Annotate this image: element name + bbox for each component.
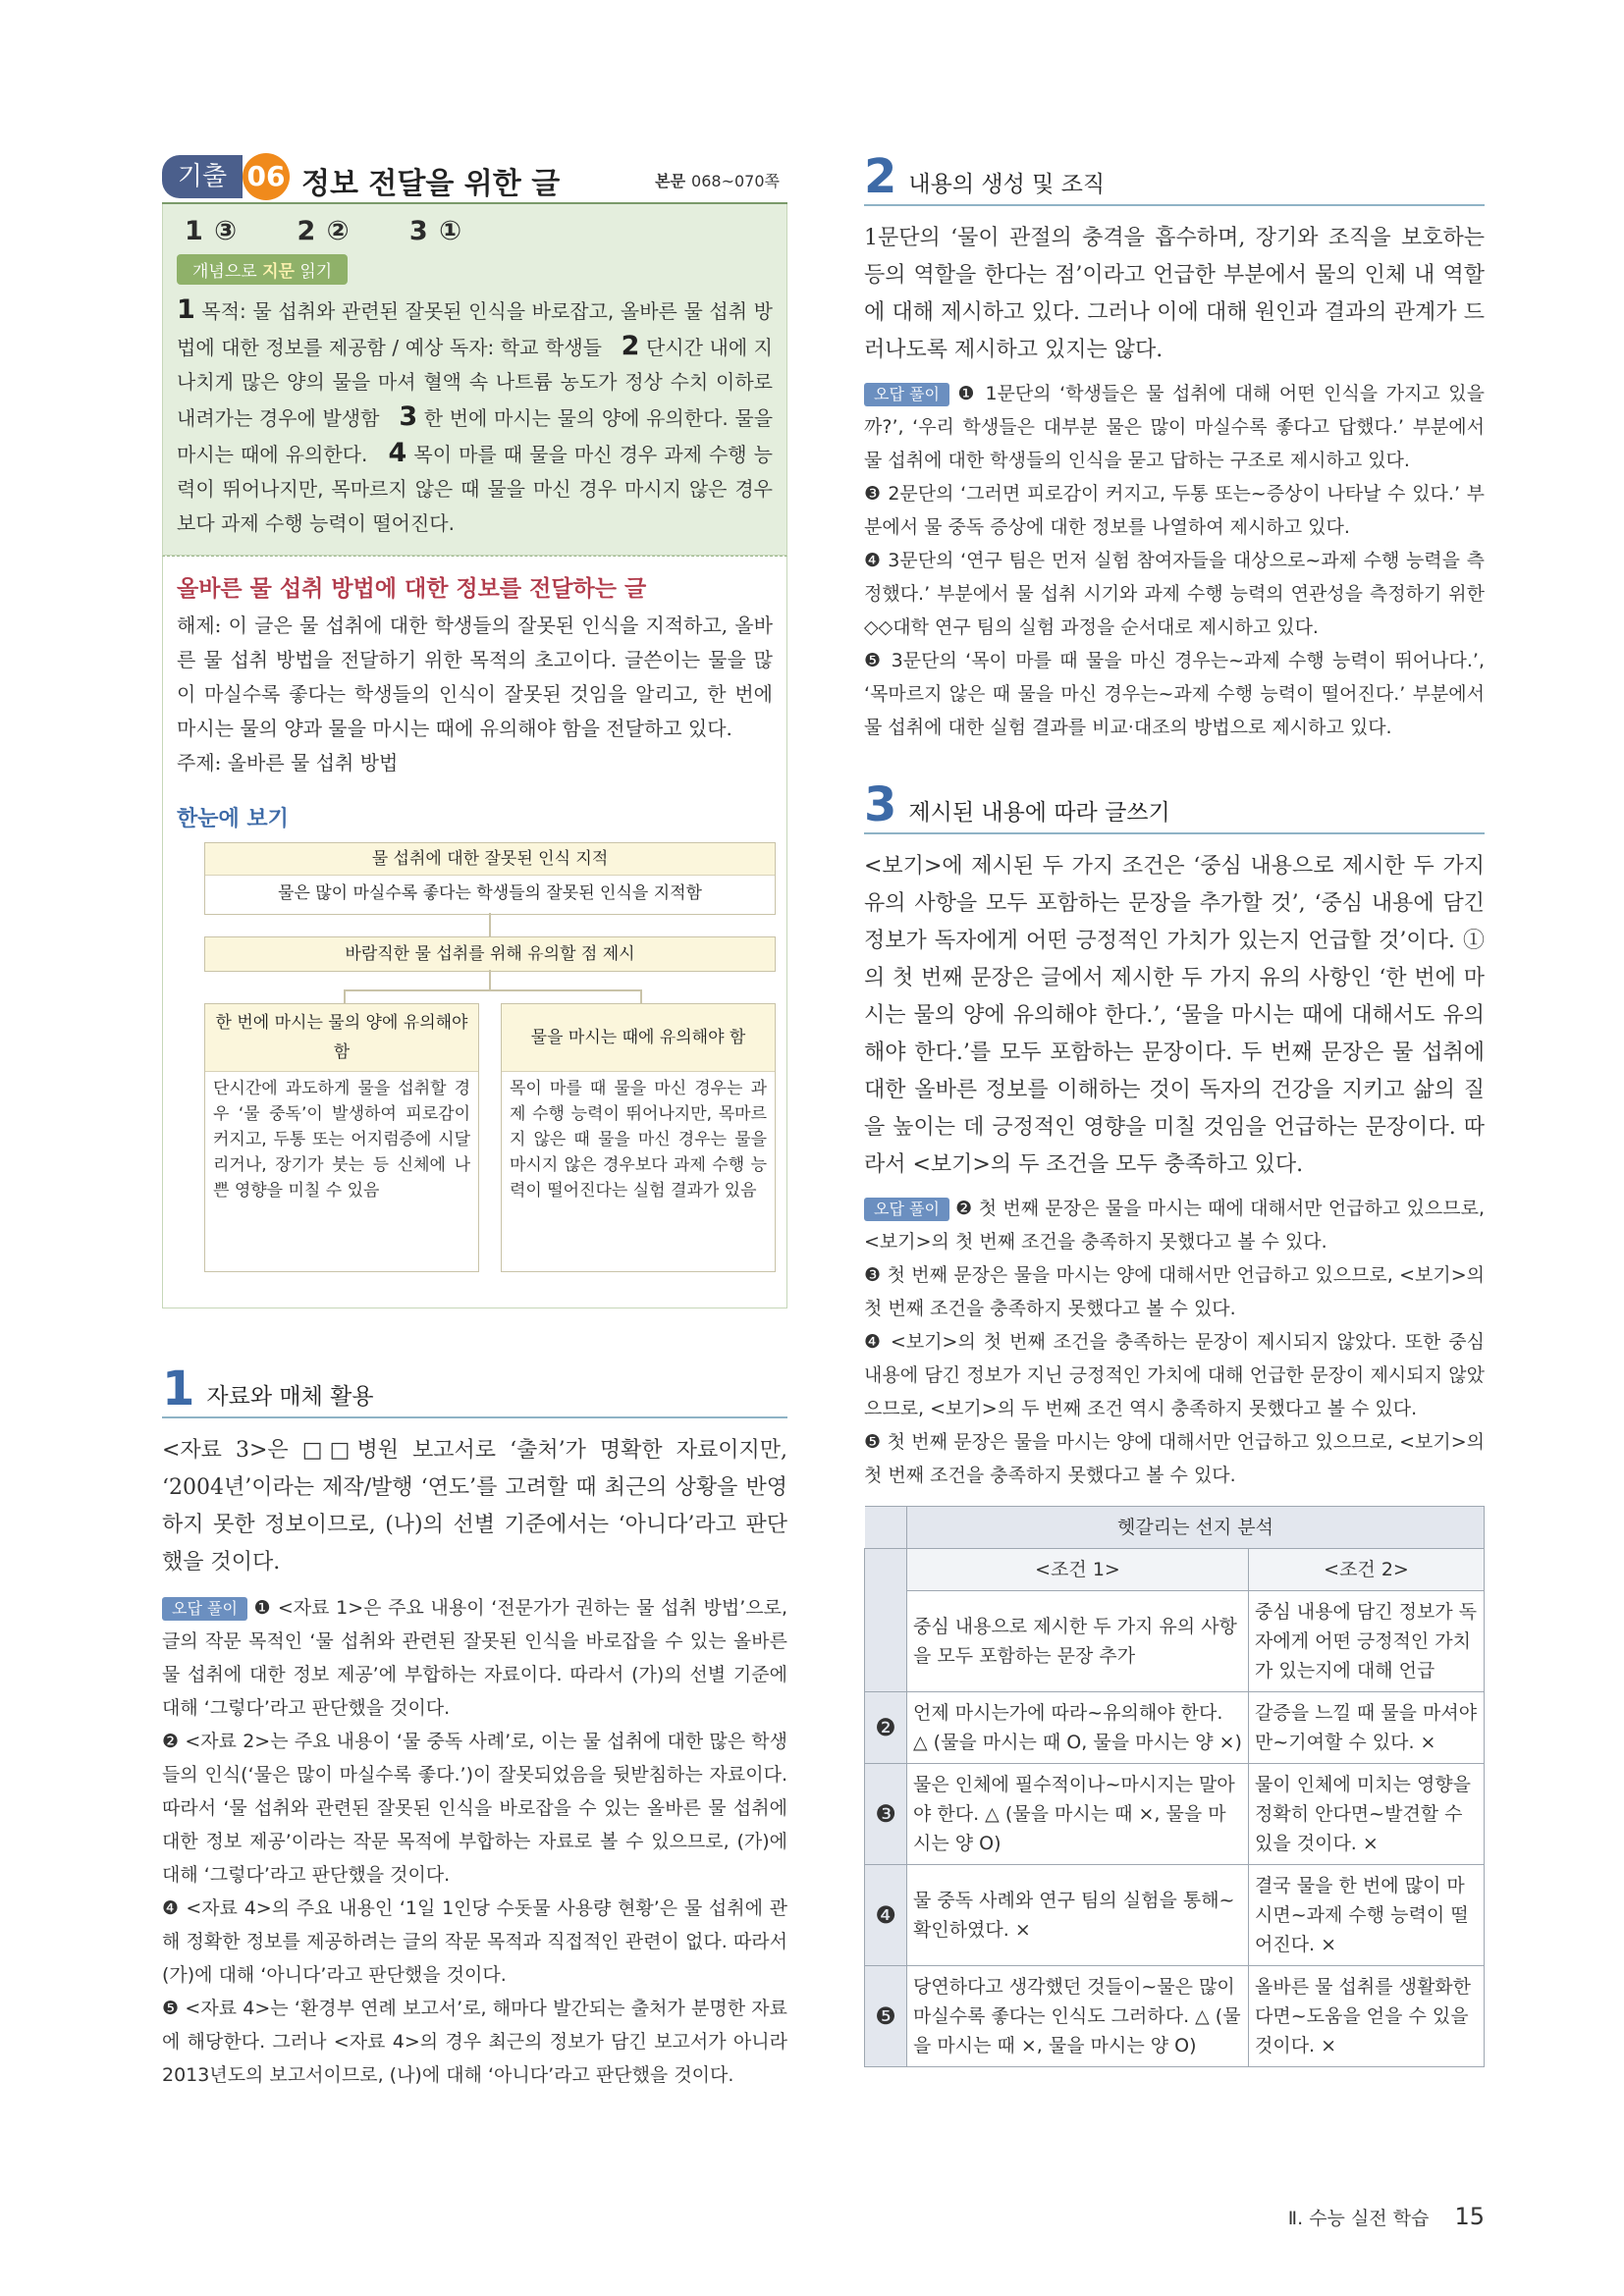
page-footer <box>1288 2203 1485 2230</box>
table-desc-2: 중심 내용에 담긴 정보가 독자에게 어떤 긍정적인 가치가 있는지에 대해 언급 <box>1249 1591 1485 1692</box>
section-2-header <box>864 149 1485 206</box>
wrong-answer-badge: 오답 풀이 <box>162 1597 247 1621</box>
summary-title: 올바른 물 섭취 방법에 대한 정보를 전달하는 글 <box>177 576 647 602</box>
table-col-1: <조건 1> <box>907 1549 1249 1591</box>
section-3-title: 제시된 내용에 따라 글쓰기 <box>908 800 1170 826</box>
section-3-number: 3 <box>864 777 897 832</box>
option-analysis-table <box>864 1506 1485 2067</box>
answer-3: 3 ① <box>408 216 462 246</box>
answer-key <box>185 216 773 246</box>
table-title: 헷갈리는 선지 분석 <box>907 1507 1485 1549</box>
left-column <box>162 155 787 2092</box>
page-number: 15 <box>1454 2203 1485 2230</box>
table-row: ❺ 당연하다고 생각했던 것들이~물은 많이 마실수록 좋다는 인식도 그러하다. △ (물을 마시는 때 ×, 물을 마시는 양 O) 올바른 물 섭취를 생활화한다면~도움을 얻을 수 있을 것이다. × <box>865 1966 1485 2067</box>
summary-body: 해제: 이 글은 물 섭취에 대한 학생들의 잘못된 인식을 지적하고, 올바른 물 섭취 방법을 전달하기 위한 목적의 초고이다. 글쓴이는 물을 많이 마실수록 좋다는 학생들의 인식이 잘못된 것임을 알리고, 한 번에 마시는 물의 양과 물을 마시는 때에 유의해야 함을 전달하고 있다. <box>177 614 773 740</box>
section-2-notes: 오답 풀이 ❶ 1문단의 ‘학생들은 물 섭취에 대해 어떤 인식을 가지고 있을까?’, ‘우리 학생들은 대부분 물은 많이 마실수록 좋다고 답했다.’ 부분에서 물 섭취에 대한 학생들의 인식을 묻고 답하는 구조로 제시하고 있다. ❸ 2문단의 ‘그러면 피로감이 커지고, 두통 또는~증상이 나타날 수 있다.’ 부분에서 물 중독 증상에 대한 정보를 나열하여 제시하고 있다. ❹ 3문단의 ‘연구 팀은 먼저 실험 참여자들을 대상으로~과제 수행 능력을 측정했다.’ 부분에서 물 섭취 시기와 과제 수행 능력의 연관성을 측정하기 위한 ◇◇대학 연구 팀의 실험 과정을 순서대로 제시하고 있다. ❺ 3문단의 ‘목이 마를 때 물을 마신 경우는~과제 수행 능력이 뛰어나다.’, ‘목마르지 않은 때 물을 마신 경우는~과제 수행 능력이 떨어진다.’ 부분에서 물 섭취에 대한 실험 결과를 비교·대조의 방법으로 제시하고 있다. <box>864 383 1485 738</box>
right-column <box>864 149 1485 2067</box>
diagram-box-3: 한 번에 마시는 물의 양에 유의해야 함 단시간에 과도하게 물을 섭취할 경우 ‘물 중독’이 발생하여 피로감이 커지고, 두통 또는 어지럼증에 시달리거나, 장기가 붓는 등 신체에 나쁜 영향을 미칠 수 있음 <box>204 1003 479 1272</box>
wrong-answer-badge: 오답 풀이 <box>864 1198 949 1221</box>
concept-text: 1 목적: 물 섭취와 관련된 잘못된 인식을 바로잡고, 올바른 물 섭취 방법에 대한 정보를 제공함 / 예상 독자: 학교 학생들 2 단시간 내에 지나치게 많은 양의 물을 마셔 혈액 속 나트륨 농도가 정상 수치 이하로 내려가는 경우에 발생함 3 한 번에 마시는 물의 양에 유의한다. 물을 마시는 때에 유의한다. 4 목이 마를 때 물을 마신 경우 과제 수행 능력이 뛰어나지만, 목마르지 않은 때 물을 마신 경우 마시지 않은 경우보다 과제 수행 능력이 떨어진다. <box>177 294 774 535</box>
summary-theme: 주제: 올바른 물 섭취 방법 <box>177 751 399 774</box>
lesson-header <box>162 155 787 204</box>
section-1-number: 1 <box>162 1362 195 1416</box>
lesson-title: 정보 전달을 위한 글 <box>301 167 561 201</box>
summary-box <box>162 556 787 1308</box>
page-reference: 본문 068~070쪽 <box>655 172 780 190</box>
section-1-notes: 오답 풀이 ❶ <자료 1>은 주요 내용이 ‘전문가가 권하는 물 섭취 방법’으로, 글의 작문 목적인 ‘물 섭취와 관련된 잘못된 인식을 바로잡을 수 있는 올바른 물 섭취에 대한 정보 제공’에 부합하는 자료이다. 따라서 (가)의 선별 기준에 대해 ‘그렇다’라고 판단했을 것이다. ❷ <자료 2>는 주요 내용이 ‘물 중독 사례’로, 이는 물 섭취에 대한 많은 학생들의 인식(‘물은 많이 마실수록 좋다.’)이 잘못되었음을 뒷받침하는 자료이다. 따라서 ‘물 섭취와 관련된 잘못된 인식을 바로잡을 수 있는 올바른 물 섭취에 대한 정보 제공’이라는 작문 목적에 부합하는 자료로 볼 수 있으므로, (가)에 대해 ‘그렇다’라고 판단했을 것이다. ❹ <자료 4>의 주요 내용인 ‘1일 1인당 수돗물 사용량 현황’은 물 섭취에 관해 정확한 정보를 제공하려는 글의 작문 목적과 직접적인 관련이 없다. 따라서 (가)에 대해 ‘아니다’라고 판단했을 것이다. ❺ <자료 4>는 ‘환경부 연례 보고서’로, 해마다 발간되는 출처가 분명한 자료에 해당한다. 그러나 <자료 4>의 경우 최근의 정보가 담긴 보고서가 아니라 2013년도의 보고서이므로, (나)에 대해 ‘아니다’라고 판단했을 것이다. <box>162 1597 787 2086</box>
table-col-2: <조건 2> <box>1249 1549 1485 1591</box>
diagram-box-2: 바람직한 물 섭취를 위해 유의할 점 제시 <box>204 936 776 972</box>
glance-heading: 한눈에 보기 <box>177 807 289 831</box>
table-desc-1: 중심 내용으로 제시한 두 가지 유의 사항을 모두 포함하는 문장 추가 <box>907 1591 1249 1692</box>
section-1-header <box>162 1362 787 1418</box>
section-3-header <box>864 777 1485 834</box>
answer-2: 2 ② <box>297 216 351 246</box>
section-3-notes: 오답 풀이 ❷ 첫 번째 문장은 물을 마시는 때에 대해서만 언급하고 있으므로, <보기>의 첫 번째 조건을 충족하지 못했다고 볼 수 있다. ❸ 첫 번째 문장은 물을 마시는 양에 대해서만 언급하고 있으므로, <보기>의 첫 번째 조건을 충족하지 못했다고 볼 수 있다. ❹ <보기>의 첫 번째 조건을 충족하는 문장이 제시되지 않았다. 또한 중심 내용에 담긴 정보가 지닌 긍정적인 가치에 대해 언급한 문장이 제시되지 않았으므로, <보기>의 두 번째 조건 역시 충족하지 못했다고 볼 수 있다. ❺ 첫 번째 문장은 물을 마시는 양에 대해서만 언급하고 있으므로, <보기>의 첫 번째 조건을 충족하지 못했다고 볼 수 있다. <box>864 1198 1485 1486</box>
wrong-answer-badge: 오답 풀이 <box>864 383 949 406</box>
table-row: ❷ 언제 마시는가에 따라~유의해야 한다. △ (물을 마시는 때 O, 물을 마시는 양 ×) 갈증을 느낄 때 물을 마셔야만~기여할 수 있다. × <box>865 1692 1485 1764</box>
table-row: ❹ 물 중독 사례와 연구 팀의 실험을 통해~확인하였다. × 결국 물을 한 번에 많이 마시면~과제 수행 능력이 떨어진다. × <box>865 1865 1485 1966</box>
diagram-box-1: 물 섭취에 대한 잘못된 인식 지적 물은 많이 마실수록 좋다는 학생들의 잘못된 인식을 지적함 <box>204 842 776 915</box>
answer-1: 1 ③ <box>185 216 239 246</box>
diagram-box-4: 물을 마시는 때에 유의해야 함 목이 마를 때 물을 마신 경우는 과제 수행 능력이 뛰어나지만, 목마르지 않은 때 물을 마신 경우는 물을 마시지 않은 경우보다 과제 수행 능력이 떨어진다는 실험 결과가 있음 <box>501 1003 776 1272</box>
section-1-essay: <자료 3>은 □□병원 보고서로 ‘출처’가 명확한 자료이지만, ‘2004년’이라는 제작/발행 ‘연도’를 고려할 때 최근의 상황을 반영하지 못한 정보이므로, (나)의 선별 기준에서는 ‘아니다’라고 판단했을 것이다. <box>162 1438 787 1575</box>
section-2-number: 2 <box>864 149 897 204</box>
section-3-essay: <보기>에 제시된 두 가지 조건은 ‘중심 내용으로 제시한 두 가지 유의 사항을 모두 포함하는 문장을 추가할 것’, ‘중심 내용에 담긴 정보가 독자에게 어떤 긍정적인 가치가 있는지 언급할 것’이다. ①의 첫 번째 문장은 글에서 제시한 두 가지 유의 사항인 ‘한 번에 마시는 물의 양에 유의해야 한다.’, ‘물을 마시는 때에 대해서도 유의해야 한다.’를 모두 포함하는 문장이다. 두 번째 문장은 물 섭취에 대한 올바른 정보를 이해하는 것이 독자의 건강을 지키고 삶의 질을 높이는 데 긍정적인 영향을 미칠 것임을 언급하는 문장이다. 따라서 <보기>의 두 조건을 모두 충족하고 있다. <box>864 854 1485 1177</box>
section-2-title: 내용의 생성 및 조직 <box>908 172 1106 197</box>
exam-tag: 기출 <box>162 155 243 198</box>
table-row: ❸ 물은 인체에 필수적이나~마시지는 말아야 한다. △ (물을 마시는 때 ×, 물을 마시는 양 O) 물이 인체에 미치는 영향을 정확히 안다면~발견할 수 있을 것이다. × <box>865 1764 1485 1865</box>
concept-pill: 개념으로 지문 읽기 <box>177 254 348 285</box>
footer-section: Ⅱ. 수능 실전 학습 <box>1287 2208 1430 2229</box>
lesson-number: 06 <box>243 153 290 200</box>
section-1-title: 자료와 매체 활용 <box>206 1384 374 1410</box>
section-2-essay: 1문단의 ‘물이 관절의 충격을 흡수하며, 장기와 조직을 보호하는 등의 역할을 한다는 점’이라고 언급한 부분에서 물의 인체 내 역할에 대해 제시하고 있다. 그러나 이에 대해 원인과 결과의 관계가 드러나도록 제시하고 있지는 않다. <box>864 226 1485 362</box>
concept-box <box>162 204 787 556</box>
summary-diagram <box>177 842 773 1294</box>
